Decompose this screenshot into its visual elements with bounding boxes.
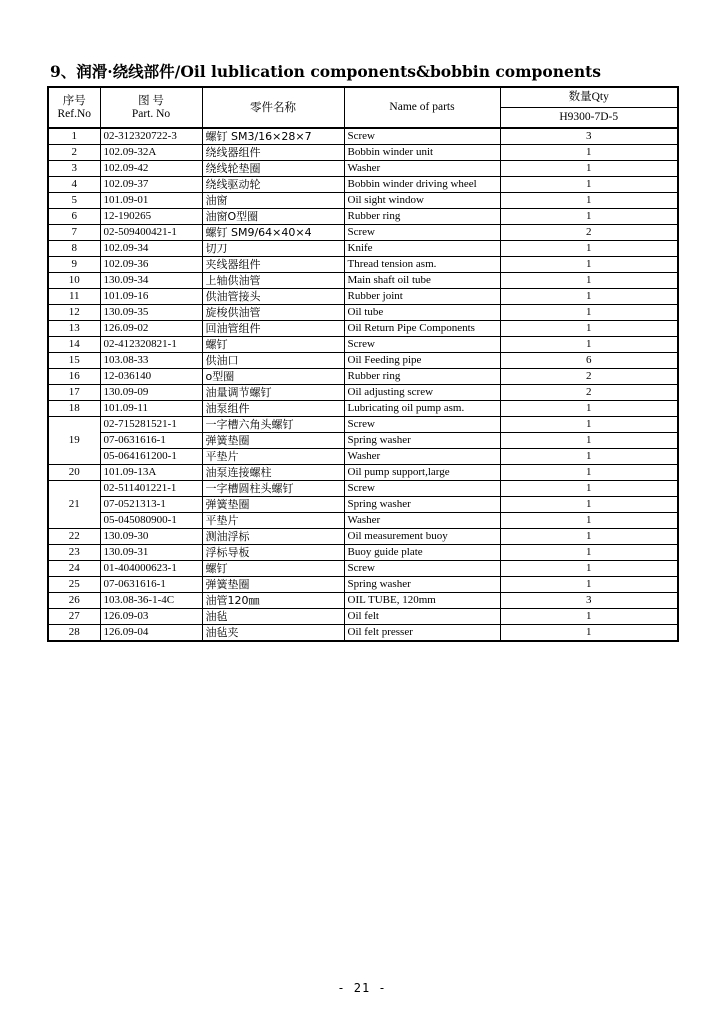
name-en-cell: Oil felt presser [344, 625, 500, 642]
part-no-cell: 126.09-03 [100, 609, 202, 625]
name-en-cell: Screw [344, 337, 500, 353]
qty-cell: 1 [500, 417, 678, 433]
qty-cell: 2 [500, 369, 678, 385]
table-row [48, 513, 678, 529]
ref-no-cell: 7 [48, 225, 100, 241]
ref-no-cell: 9 [48, 257, 100, 273]
part-no-cell: 07-0631616-1 [100, 577, 202, 593]
qty-cell: 1 [500, 209, 678, 225]
name-en-cell: Spring washer [344, 497, 500, 513]
name-cn-cell: 螺钉 SM9/64×40×4 [202, 225, 344, 241]
name-en-cell: Main shaft oil tube [344, 273, 500, 289]
table-row [48, 369, 678, 385]
qty-cell: 2 [500, 385, 678, 401]
table-row [48, 128, 678, 145]
header-name-cn: 零件名称 [202, 87, 344, 128]
ref-no-cell: 1 [48, 128, 100, 145]
table-row [48, 225, 678, 241]
ref-no-cell: 28 [48, 625, 100, 642]
qty-cell: 1 [500, 561, 678, 577]
header-model: H9300-7D-5 [500, 108, 678, 129]
page-number: - 21 - [337, 981, 387, 995]
part-no-cell: 02-715281521-1 [100, 417, 202, 433]
name-cn-cell: 一字槽圆柱头螺钉 [202, 481, 344, 497]
table-header [48, 87, 678, 128]
part-no-cell: 101.09-01 [100, 193, 202, 209]
name-en-cell: Spring washer [344, 433, 500, 449]
qty-cell: 3 [500, 128, 678, 145]
table-row [48, 529, 678, 545]
name-en-cell: Lubricating oil pump asm. [344, 401, 500, 417]
qty-cell: 1 [500, 513, 678, 529]
name-cn-cell: 螺钉 [202, 561, 344, 577]
table-row [48, 321, 678, 337]
ref-no-cell: 26 [48, 593, 100, 609]
name-cn-cell: 油管120㎜ [202, 593, 344, 609]
table-body [48, 128, 678, 641]
name-en-cell: Screw [344, 128, 500, 145]
name-en-cell: Screw [344, 225, 500, 241]
qty-cell: 1 [500, 481, 678, 497]
table-row [48, 289, 678, 305]
header-qty: 数量Qty [500, 87, 678, 108]
table-row [48, 465, 678, 481]
qty-cell: 1 [500, 145, 678, 161]
part-no-cell: 01-404000623-1 [100, 561, 202, 577]
table-row [48, 209, 678, 225]
name-en-cell: Oil felt [344, 609, 500, 625]
qty-cell: 1 [500, 545, 678, 561]
name-cn-cell: 浮标导板 [202, 545, 344, 561]
name-en-cell: Oil tube [344, 305, 500, 321]
name-en-cell: Washer [344, 513, 500, 529]
name-en-cell: Oil pump support,large [344, 465, 500, 481]
header-name-en: Name of parts [344, 87, 500, 128]
part-no-cell: 126.09-02 [100, 321, 202, 337]
name-en-cell: Oil measurement buoy [344, 529, 500, 545]
qty-cell: 1 [500, 577, 678, 593]
qty-cell: 1 [500, 497, 678, 513]
name-cn-cell: o型圈 [202, 369, 344, 385]
name-en-cell: Knife [344, 241, 500, 257]
name-cn-cell: 切刀 [202, 241, 344, 257]
qty-cell: 1 [500, 337, 678, 353]
qty-cell: 3 [500, 593, 678, 609]
table-row [48, 401, 678, 417]
qty-cell: 1 [500, 609, 678, 625]
part-no-cell: 130.09-30 [100, 529, 202, 545]
name-cn-cell: 油量调节螺钉 [202, 385, 344, 401]
qty-cell: 1 [500, 305, 678, 321]
part-no-cell: 130.09-31 [100, 545, 202, 561]
table-row [48, 593, 678, 609]
table-row [48, 577, 678, 593]
qty-cell: 1 [500, 289, 678, 305]
table-row [48, 481, 678, 497]
part-no-cell: 126.09-04 [100, 625, 202, 642]
page-title: 9、润滑·绕线部件/Oil lublication components&bobbin components [50, 62, 601, 81]
name-cn-cell: 油窗O型圈 [202, 209, 344, 225]
table-row [48, 433, 678, 449]
name-cn-cell: 平垫片 [202, 449, 344, 465]
table-row [48, 385, 678, 401]
name-cn-cell: 弹簧垫圈 [202, 433, 344, 449]
table-row [48, 609, 678, 625]
name-cn-cell: 油窗 [202, 193, 344, 209]
name-en-cell: Thread tension asm. [344, 257, 500, 273]
part-no-cell: 130.09-35 [100, 305, 202, 321]
table-row [48, 625, 678, 642]
name-en-cell: Oil adjusting screw [344, 385, 500, 401]
part-no-cell: 07-0631616-1 [100, 433, 202, 449]
part-no-cell: 101.09-13A [100, 465, 202, 481]
ref-no-cell: 15 [48, 353, 100, 369]
ref-no-cell: 16 [48, 369, 100, 385]
name-en-cell: Oil Feeding pipe [344, 353, 500, 369]
qty-cell: 1 [500, 529, 678, 545]
ref-no-cell: 14 [48, 337, 100, 353]
name-en-cell: Rubber ring [344, 369, 500, 385]
ref-no-cell: 22 [48, 529, 100, 545]
part-no-cell: 130.09-09 [100, 385, 202, 401]
table-row [48, 193, 678, 209]
ref-no-cell: 3 [48, 161, 100, 177]
name-cn-cell: 上轴供油管 [202, 273, 344, 289]
ref-no-cell: 5 [48, 193, 100, 209]
table-row [48, 337, 678, 353]
ref-no-cell: 25 [48, 577, 100, 593]
part-no-cell: 102.09-37 [100, 177, 202, 193]
table-row [48, 561, 678, 577]
qty-cell: 1 [500, 321, 678, 337]
name-cn-cell: 绕线器组件 [202, 145, 344, 161]
part-no-cell: 07-0521313-1 [100, 497, 202, 513]
name-en-cell: Rubber ring [344, 209, 500, 225]
ref-no-cell: 13 [48, 321, 100, 337]
part-no-cell: 02-509400421-1 [100, 225, 202, 241]
name-cn-cell: 一字槽六角头螺钉 [202, 417, 344, 433]
header-ref: 序号 Ref.No [48, 87, 100, 128]
part-no-cell: 102.09-36 [100, 257, 202, 273]
table-row [48, 273, 678, 289]
name-en-cell: OIL TUBE, 120mm [344, 593, 500, 609]
qty-cell: 1 [500, 433, 678, 449]
ref-no-cell: 18 [48, 401, 100, 417]
table-row [48, 305, 678, 321]
name-cn-cell: 供油管接头 [202, 289, 344, 305]
part-no-cell: 102.09-34 [100, 241, 202, 257]
qty-cell: 1 [500, 465, 678, 481]
name-cn-cell: 油毡 [202, 609, 344, 625]
qty-cell: 6 [500, 353, 678, 369]
ref-no-cell: 24 [48, 561, 100, 577]
qty-cell: 1 [500, 161, 678, 177]
part-no-cell: 12-036140 [100, 369, 202, 385]
name-en-cell: Screw [344, 481, 500, 497]
table-row [48, 497, 678, 513]
part-no-cell: 103.08-36-1-4C [100, 593, 202, 609]
ref-no-cell: 21 [48, 481, 100, 529]
ref-no-cell: 27 [48, 609, 100, 625]
name-cn-cell: 螺钉 SM3/16×28×7 [202, 128, 344, 145]
name-cn-cell: 油毡夹 [202, 625, 344, 642]
name-cn-cell: 绕线轮垫圈 [202, 161, 344, 177]
part-no-cell: 102.09-32A [100, 145, 202, 161]
qty-cell: 1 [500, 257, 678, 273]
name-cn-cell: 油泵组件 [202, 401, 344, 417]
name-en-cell: Washer [344, 161, 500, 177]
name-cn-cell: 螺钉 [202, 337, 344, 353]
table-row [48, 257, 678, 273]
name-cn-cell: 绕线驱动轮 [202, 177, 344, 193]
name-en-cell: Washer [344, 449, 500, 465]
ref-no-cell: 8 [48, 241, 100, 257]
table-row [48, 449, 678, 465]
name-en-cell: Rubber joint [344, 289, 500, 305]
ref-no-cell: 19 [48, 417, 100, 465]
name-cn-cell: 供油口 [202, 353, 344, 369]
table-row [48, 241, 678, 257]
name-cn-cell: 弹簧垫圈 [202, 577, 344, 593]
qty-cell: 1 [500, 241, 678, 257]
ref-no-cell: 20 [48, 465, 100, 481]
name-en-cell: Spring washer [344, 577, 500, 593]
part-no-cell: 02-511401221-1 [100, 481, 202, 497]
header-part-no: 图 号 Part. No [100, 87, 202, 128]
name-en-cell: Bobbin winder unit [344, 145, 500, 161]
table-row [48, 177, 678, 193]
name-cn-cell: 测油浮标 [202, 529, 344, 545]
part-no-cell: 101.09-11 [100, 401, 202, 417]
name-en-cell: Bobbin winder driving wheel [344, 177, 500, 193]
name-en-cell: Buoy guide plate [344, 545, 500, 561]
name-en-cell: Screw [344, 417, 500, 433]
name-cn-cell: 弹簧垫圈 [202, 497, 344, 513]
name-en-cell: Oil Return Pipe Components [344, 321, 500, 337]
name-en-cell: Screw [344, 561, 500, 577]
table-row [48, 545, 678, 561]
part-no-cell: 05-064161200-1 [100, 449, 202, 465]
qty-cell: 2 [500, 225, 678, 241]
ref-no-cell: 17 [48, 385, 100, 401]
part-no-cell: 101.09-16 [100, 289, 202, 305]
part-no-cell: 02-312320722-3 [100, 128, 202, 145]
ref-no-cell: 12 [48, 305, 100, 321]
name-cn-cell: 平垫片 [202, 513, 344, 529]
table-row [48, 353, 678, 369]
parts-table [47, 86, 679, 642]
qty-cell: 1 [500, 273, 678, 289]
name-cn-cell: 油泵连接螺柱 [202, 465, 344, 481]
part-no-cell: 130.09-34 [100, 273, 202, 289]
part-no-cell: 102.09-42 [100, 161, 202, 177]
table-row [48, 145, 678, 161]
part-no-cell: 12-190265 [100, 209, 202, 225]
name-en-cell: Oil sight window [344, 193, 500, 209]
qty-cell: 1 [500, 401, 678, 417]
qty-cell: 1 [500, 193, 678, 209]
ref-no-cell: 2 [48, 145, 100, 161]
table-row [48, 161, 678, 177]
ref-no-cell: 10 [48, 273, 100, 289]
part-no-cell: 103.08-33 [100, 353, 202, 369]
name-cn-cell: 回油管组件 [202, 321, 344, 337]
name-cn-cell: 夹线器组件 [202, 257, 344, 273]
table-row [48, 417, 678, 433]
ref-no-cell: 6 [48, 209, 100, 225]
part-no-cell: 02-412320821-1 [100, 337, 202, 353]
qty-cell: 1 [500, 449, 678, 465]
ref-no-cell: 23 [48, 545, 100, 561]
name-cn-cell: 旋梭供油管 [202, 305, 344, 321]
ref-no-cell: 11 [48, 289, 100, 305]
part-no-cell: 05-045080900-1 [100, 513, 202, 529]
qty-cell: 1 [500, 625, 678, 642]
qty-cell: 1 [500, 177, 678, 193]
ref-no-cell: 4 [48, 177, 100, 193]
